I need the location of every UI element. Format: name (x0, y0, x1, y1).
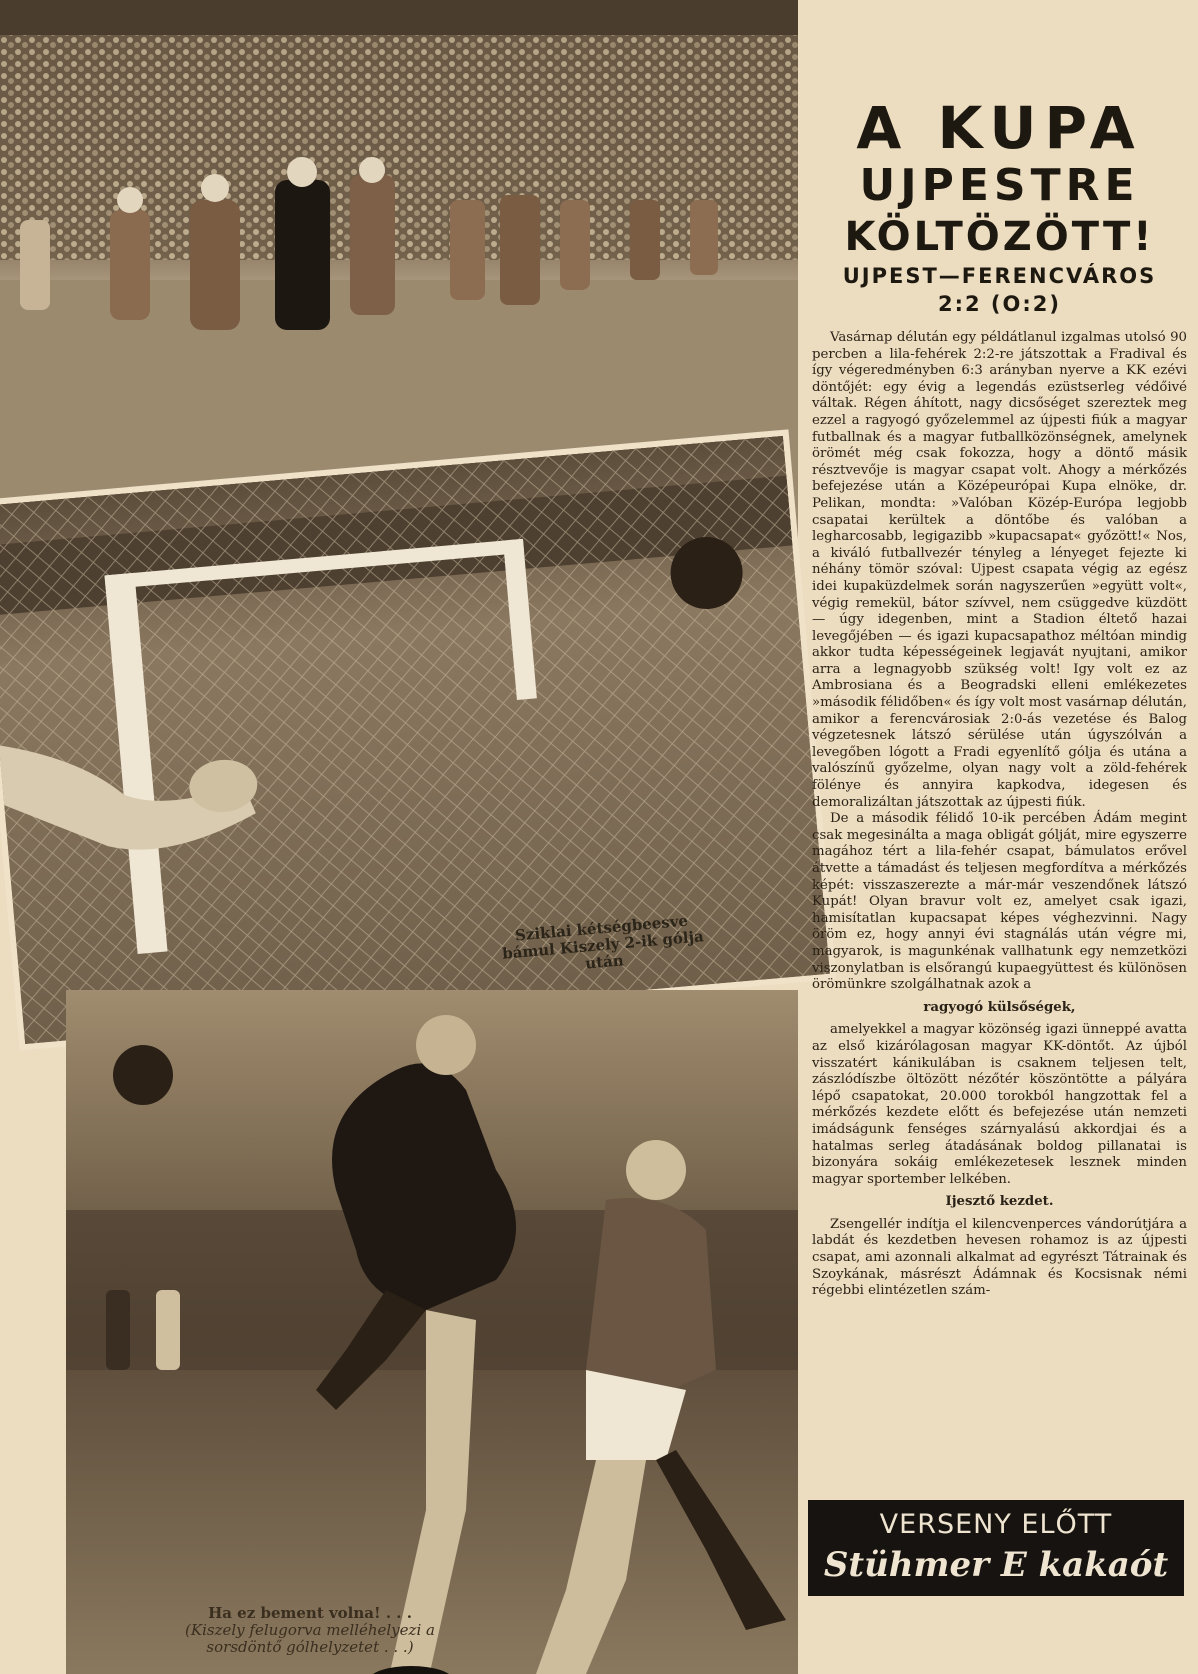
article-subheading: Ijesztő kezdet. (945, 1194, 1054, 1210)
caption-goalkeeper: Sziklai kétségbeesve bámul Kiszely 2-ik gólja után (501, 911, 705, 973)
headline-line1: A KUPA (856, 94, 1143, 162)
article-column (812, 96, 1187, 1300)
article-paragraph: Vasárnap délután egy példátlanul izgalmas utolsó 90 percben a lila-fehérek 2:2-re játszottak a Fradival és így végeredményben 6:3 arányban nyerve a KK ezévi döntőjét: egy évig a legendás ezüstserleg védőivé váltak. Régen áhított, nagy dicsőséget szereztek meg ezzel a ragyogó győzelemmel az újpesti fiúk a magyar futballnak és a magyar futballközönségnek, amelynek örömét még csak fokozza, hogy a döntő másik résztvevője is magyar csapat volt. Ahogy a mérkőzés befejezése után a Középeurópai Kupa elnöke, dr. Pelikan, mondta: »Valóban Közép-Európa legjobb csapatai kerültek a döntőbe és valóban a legharcosabb, legigazibb »kupacsapat« győzött!« Nos, a kiváló futballvezér tényleg a lényeget fejezte ki néhány tömör szóval: Ujpest csapata végig az egész idei kupaküzdelmek során nagyszerűen »együtt volt«, végig remekül, bátor szívvel, nem csüggedve küzdött — úgy idegenben, mint a Stadion éltető hazai levegőjében — és igazi kupacsapathoz méltóan mindig akkor tudta képességeinek legjavát nyujtani, amikor arra a legnagyobb szükség volt! Igy volt ez az Ambrosiana és a Beogradski elleni emlékezetes »második félidőben« és így volt most vasárnap délután, amikor a ferencvárosiak 2:0-ás vezetése és Balog végzetesnek látszó sérülése után úgyszólván a levegőben lógott a Fradi egyenlítő gólja és utána a valószínű győzelme, olyan nagy volt a zöld-fehérek fölénye és annyira kapkodva, idegesen és demoralizáltan játszottak az újpesti fiúk. (812, 330, 1187, 810)
ad-tagline: VERSENY ELŐTT (879, 1509, 1113, 1540)
article-body (812, 330, 1187, 1300)
headline-line3: KÖLTÖZÖTT! (844, 214, 1155, 260)
caption-kiszely-title: Ha ez bement volna! . . . (208, 1604, 412, 1622)
article-paragraph: De a második félidő 10-ik percében Ádám megint csak megesinálta a maga obligát gólját, mire egyszerre magához tért a lila-fehér csapat, bámulatos erővel átvette a támadást és teljesen megfordítva a mérkőzés képét: visszaszerezte a már-már veszendőnek látszó Kupát! Olyan bravur volt ez, amelyet csak igazi, hamisítatlan kupacsapat képes véghezvinni. Nagy öröm ez, hogy annyi évi stagnálás után végre mi, magyarok, is magunkénak vallhatunk egy nemzetközi viszonylatban is elsőrangú kupaegyüttest és különösen örömünkre szolgálhatnak azok a (812, 811, 1187, 993)
ad-brand: Stühmer E kakaót (823, 1545, 1169, 1585)
match-score: 2:2 (O:2) (938, 292, 1061, 316)
advertisement-box (808, 1500, 1184, 1596)
article-paragraph: amelyekkel a magyar közönség igazi ünneppé avatta az első kizárólagosan magyar KK-döntőt. Az újból visszatért kánikulában is csaknem teljesen telt, zászlódíszbe öltözött nézőtér köszöntötte a pályára lépő csapatokat, 20.000 torokból hangzottak fel a mérkőzés kezdete előtt és befejezése után nemzeti imádságunk fenséges szárnyalású akkordjai és a hatalmas serleg átadásának boldog pillanatai is bizonyára sokáig emlékezetesek lesznek minden magyar sportember lelkében. (812, 1022, 1187, 1187)
caption-kiszely (160, 1605, 460, 1656)
article-subheading: ragyogó külsőségek, (923, 999, 1076, 1015)
headline-line2: UJPESTRE (859, 160, 1140, 211)
caption-kiszely-detail: (Kiszely felugorva melléhelyezi a sorsdöntő gólhelyzetet . . .) (185, 1621, 435, 1656)
photo-kiszely-shot (66, 990, 798, 1674)
match-title: UJPEST—FERENCVÁROS (842, 264, 1157, 288)
article-paragraph: Zsengellér indítja el kilencvenperces vándorútjára a labdát és kezdetben hevesen rohamoz is az újpesti csapat, ami azonnali alkalmat ad egyrészt Tátrainak és Szoykának, másrészt Ádámnak és Kocsisnak némi régebbi elintézetlen szám- (812, 1216, 1187, 1299)
